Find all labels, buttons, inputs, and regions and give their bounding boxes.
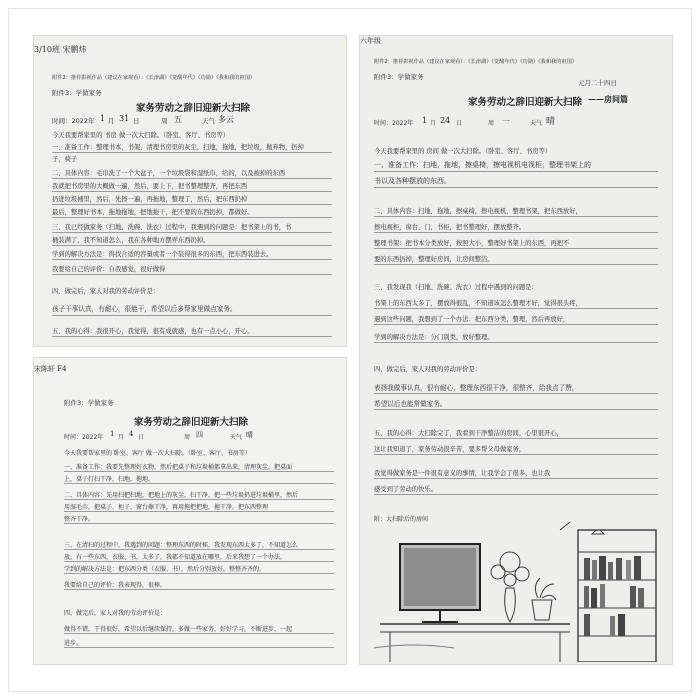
date-month: 1 [100, 114, 106, 123]
writing-rule [52, 217, 332, 218]
weekday: 四 [196, 431, 203, 439]
text-line: 四、做完后，家人对我的劳动评价是： [374, 366, 482, 373]
worksheet-paper [34, 358, 346, 664]
worksheet-title: 家务劳动之辞旧迎新大扫除 [134, 417, 249, 428]
writing-rule [52, 191, 332, 192]
text-line: 做得不错，干得很好，希望以后继续保持，多做一些家务，好好学习，不断进步，一起 [64, 626, 293, 633]
corner-note: 3/10班 宋鹏炜 [34, 45, 87, 54]
date-day: 24 [440, 116, 451, 125]
picture-caption: 附：大扫除后的房间 [374, 516, 429, 523]
writing-rule [374, 187, 658, 188]
text-line: 我要给自己的评价：自我感觉，很好做得 [52, 266, 166, 273]
text-line: 整理书架：把书本分类放好，按照大小，整理好书架上的东西，再把不 [374, 240, 570, 247]
text-line: 子，椅子 [52, 156, 78, 163]
text-line: 五、我的心得：大扫除完了，我看到干净整洁的房间，心里很开心， [374, 430, 563, 437]
writing-rule [374, 171, 658, 172]
date-month: 1 [422, 116, 428, 125]
text-line: 三、我已经做家务（扫地、洗碗、洗衣）过程中，我遇到的问题是：把书架上的书，书 [52, 224, 292, 231]
attachment-2-line: 附件2：推荐影视作品（建议在家观看）：《长津湖》《觉醒年代》《功勋》《我和我的祖国》 [52, 75, 255, 81]
text-line: 放，有一些东西，衣服、书，太多了，我都不知道放在哪里，后来我想了一个办法， [64, 554, 287, 561]
writing-rule [52, 178, 332, 179]
date-day-unit: 日 [133, 117, 140, 125]
writing-rule [52, 152, 332, 153]
text-line: 希望以后也能常做家务。 [374, 400, 447, 408]
text-line: 书架上的东西太多了，摆放得很乱，不知道该怎么整理才好，觉得很头疼， [374, 300, 582, 307]
weather: 晴 [546, 117, 556, 127]
worksheet-title: 家务劳动之辞旧迎新大扫除 [136, 103, 251, 114]
weather: 晴 [246, 431, 253, 439]
text-line: 孩子干事认真，有耐心，很能干，希望以后多帮家里做点家务。 [52, 305, 237, 313]
text-line: 感受到了劳动的快乐。 [374, 486, 437, 493]
attachment-3-line: 附件3：学做家务 [52, 89, 102, 97]
writing-rule [374, 438, 658, 439]
date-label: 时间：2022年 [64, 434, 104, 441]
text-line: 五、我的心得：我很开心，我觉得，很有成就感，也有一点小心，开心。 [52, 328, 254, 335]
weekday: 五 [174, 115, 182, 124]
weekday-label: 周 [184, 434, 191, 441]
text-line: 一、准备工作：我要先整理好衣物，然后把桌子和垃圾桶都拿出来，清理灰尘，把桌面 [64, 464, 293, 471]
text-line: 用湿毛巾，把桌子、柜子、窗台擦干净，再用拖把把地，拖干净。把东西整理 [64, 504, 269, 511]
text-line: 扔进垃圾桶里，然后，先擦一遍，再拖地，整理了，然后，把东西扔掉 [52, 196, 248, 203]
weather-label: 天气 [230, 434, 243, 441]
text-line: 一、准备工作：整理书本，书架，清理书房里的灰尘，扫地，拖地，把垃圾，抛弃物，扔掉 [52, 144, 304, 151]
text-line: 二、具体内容：扫地，拖地，擦桌椅，擦电视机，整理书架，把东西放好， [374, 208, 582, 215]
text-line: 今天我要帮家里的 卧室、客厅 做一次大扫除。（卧室、客厅、书房等） [64, 450, 251, 457]
attachment-3-line: 附件3：学做家务 [374, 73, 424, 81]
writing-rule [52, 315, 332, 316]
writing-rule [64, 573, 334, 574]
weather: 多云 [218, 115, 234, 124]
worksheet-paper [360, 36, 672, 664]
weekday-label: 周 [161, 117, 168, 125]
writing-rule [64, 633, 334, 634]
weather-label: 天气 [530, 120, 543, 127]
writing-rule [64, 589, 334, 590]
writing-rule [64, 471, 334, 472]
text-line: 学到的解决方法是：分门别类，放好整理。 [374, 334, 494, 341]
date-day: 31 [119, 114, 130, 123]
worksheet-paper [34, 36, 346, 346]
writing-rule [64, 561, 334, 562]
text-line: 擦电视柜，窗台，门，书柜，把书整理好，摆放整齐。 [374, 224, 526, 231]
worksheet-title: 家务劳动之辞旧迎新大扫除 [468, 97, 583, 108]
date-month-unit: 月 [118, 434, 125, 441]
writing-rule [374, 248, 658, 249]
date-day-unit: 日 [456, 120, 463, 127]
writing-rule [374, 216, 658, 217]
text-line: 上，桌子打扫干净，扫地，拖地。 [64, 476, 155, 483]
text-line: 我要给自己的评价：我表现得，很棒。 [64, 582, 167, 589]
writing-rule [64, 647, 334, 648]
text-line: 四、做完后，家人对我的劳动评价是： [64, 610, 167, 617]
weekday: 一 [502, 117, 510, 126]
writing-rule [374, 393, 658, 394]
writing-rule [64, 483, 334, 484]
text-line: 书以及各种摆放的东西。 [374, 177, 451, 185]
title-suffix: ——房间篇 [588, 94, 628, 104]
corner-note: 宋陈轩 F4 [34, 365, 67, 373]
writing-rule [374, 478, 658, 479]
weekday-label: 周 [488, 120, 495, 127]
writing-rule [64, 511, 334, 512]
date-month-unit: 月 [108, 117, 115, 125]
writing-rule [374, 494, 658, 495]
corner-note: 六年级 [360, 37, 381, 45]
weather-label: 天气 [202, 117, 215, 125]
writing-rule [52, 204, 332, 205]
writing-rule [374, 232, 658, 233]
date-day-unit: 日 [138, 434, 145, 441]
room-sketch [370, 522, 666, 662]
date-day: 4 [129, 430, 134, 438]
writing-rule [52, 336, 332, 337]
text-line: 一、准备工作：扫地，拖地，擦桌椅，擦电视机电视柜，整理书架上的 [374, 161, 591, 169]
writing-rule [52, 274, 332, 275]
text-line: 进步。 [64, 640, 83, 647]
text-line: 我就把书房里的大概做一遍，然后，要上下，把书整理整齐，再把东西 [52, 183, 248, 190]
text-line: 二、具体内容：先用扫把扫地，把地上的灰尘，扫干净，把一些垃圾扔进垃圾桶里，然后 [64, 492, 299, 499]
text-line: 二、具体内容：毛巾洗了一个大盆子，一个垃圾袋和湿纸巾，给的，以及被掉的东西 [52, 170, 285, 177]
text-line: 整齐干净。 [64, 516, 95, 523]
text-line: 学到的解决方法是：得找合适的容量或者一个装得很多的东西，把东西装进去。 [52, 251, 273, 258]
attachment-2-line: 附件2：推荐影视作品（建议在家观看）：《长津湖》《觉醒年代》《功勋》《我和我的祖国》 [374, 59, 577, 65]
writing-rule [64, 499, 334, 500]
writing-rule [64, 549, 334, 550]
text-line: 三、我发现我（扫地、洗碗、洗衣）过程中遇到的问题是： [374, 284, 538, 291]
writing-rule [374, 264, 658, 265]
text-line: 最后，整理好书本，拖地拖地，把地拖干，把不要的东西扔掉，都做好。 [52, 209, 254, 216]
writing-rule [374, 454, 658, 455]
text-line: 这让我知道了，家务劳动很辛苦，要多帮父母做家务， [374, 446, 526, 453]
date-label: 时间：2022年 [52, 117, 95, 125]
writing-rule [374, 409, 658, 410]
attachment-3-line: 附件3：学做家务 [64, 399, 114, 407]
writing-rule [374, 324, 658, 325]
date-month: 1 [110, 430, 115, 438]
date-note: 元月二十四日 [578, 79, 617, 87]
text-line: 表扬我做事认真，很有耐心，整理东西很干净，很整齐，给我点了赞， [374, 384, 579, 392]
worksheet-photo-top-left [34, 36, 346, 346]
writing-rule [52, 232, 332, 233]
text-line: 今天我要帮家里的 房间 做一次大扫除。（卧室、客厅、书房等） [374, 148, 552, 155]
writing-rule [374, 308, 658, 309]
text-line: 桶装满了，我不知道怎么，我在各种地方摆弄东西扔掉。 [52, 237, 210, 244]
worksheet-photo-bottom-left [34, 358, 346, 664]
text-line: 学到的解决方法是：把东西分类（衣服、书），然后分别放好，整整齐齐的， [64, 566, 266, 573]
worksheet-photo-right [360, 36, 672, 664]
writing-rule [64, 523, 334, 524]
text-line: 遇到这些问题，我想到了一个办法：把东西分类，整理，然后再放好， [374, 316, 570, 323]
text-line: 要的东西扔掉，整理好房间，让房间整洁。 [374, 256, 494, 263]
date-label: 时间：2022年 [374, 120, 414, 127]
writing-rule [52, 259, 332, 260]
text-line: 四、做完后，家人对我的劳动评价是： [52, 288, 160, 295]
writing-rule [374, 342, 658, 343]
text-line: 三、在清扫的过程中，我遇到的问题：整理东西的时候，我发现东西太多了，不知道怎么 [64, 542, 299, 549]
text-line: 我觉得做家务是一件很有意义的事情，让我学会了很多，也让我 [374, 470, 551, 477]
date-month-unit: 月 [430, 120, 437, 127]
text-line: 今天我要帮家里的 书房 做一次大扫除。（卧室、客厅、书房等） [52, 132, 230, 139]
writing-rule [52, 245, 332, 246]
